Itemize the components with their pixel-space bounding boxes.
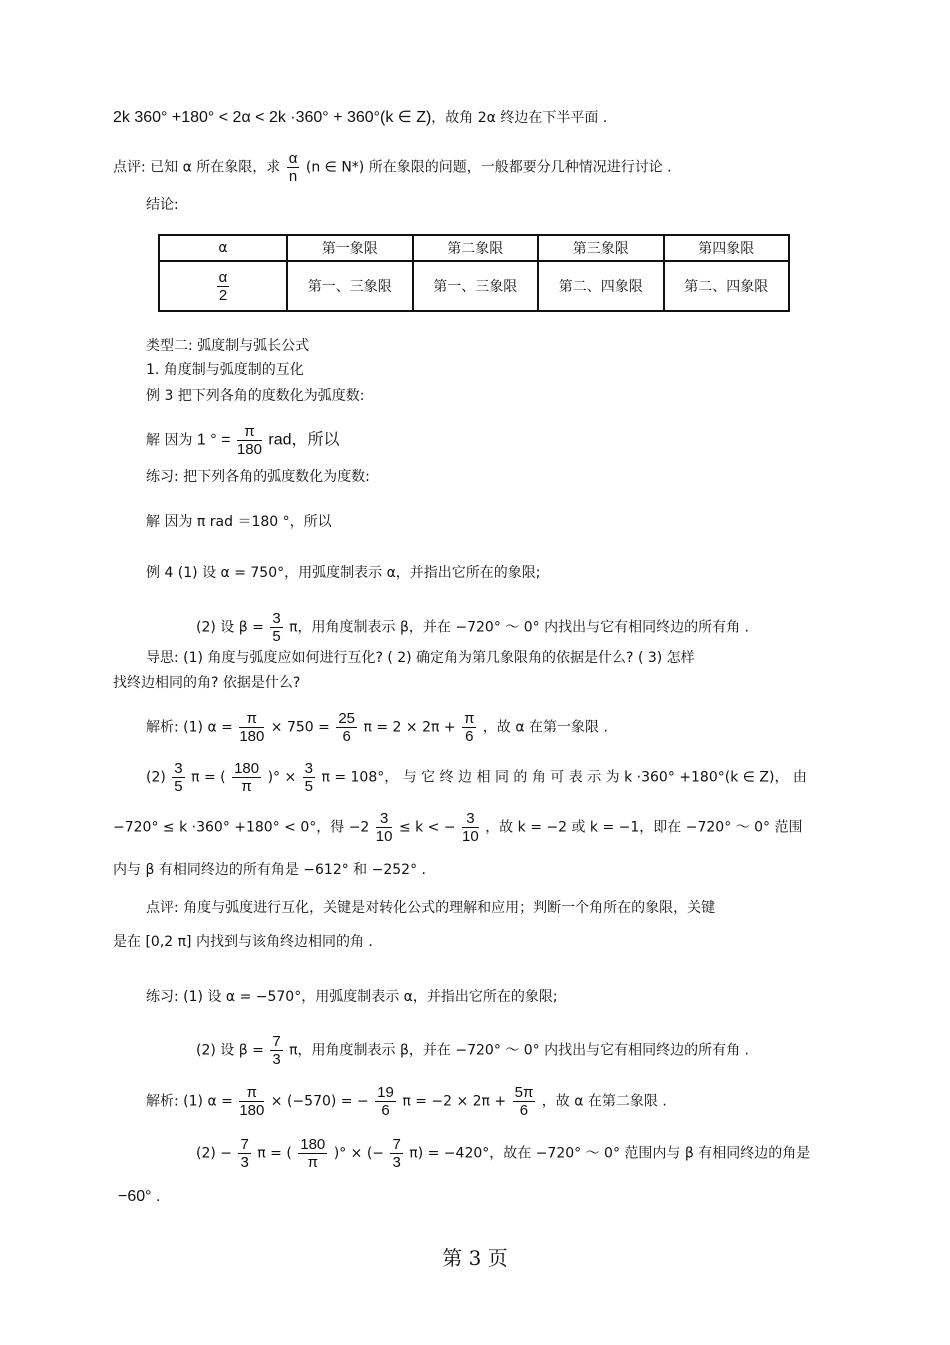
comment-post: (n ∈ N*) 所在象限的问题，一般都要分几种情况进行讨论 . [305,159,672,176]
analysis-7: −60° . [118,1188,161,1205]
inequality-text: ，故角 2α 终边在下半平面 . [431,110,608,126]
comment-2-line-1: 点评: 角度与弧度进行互化，关键是对转化公式的理解和应用；判断一个角所在的象限，关键 [146,900,716,916]
example-3: 例 3 把下列各角的度数化为弧度数: [146,388,365,404]
section-type2: 类型二: 弧度制与弧长公式 [146,338,310,354]
subsection-1: 1. 角度制与弧度制的互化 [146,362,304,378]
fraction-alpha-n: $\frac{\alpha}{n}$ [288,150,298,185]
analysis-5: 解析: (1) α = $\frac{\pi}{180}$ × (−570) = − $\frac{19}{6}$ π = −2 × 2π + $\frac{5\pi}{6}$ ，故 α 在第二象限 . [146,1084,667,1119]
table-header-cell: 第四象限 [664,235,790,261]
analysis-3: −720° ≤ k ·360° +180° < 0°，得 −2 $\frac{3}{10}$ ≤ k < − $\frac{3}{10}$ ，故 k = −2 或 k = −1，即在 −720° ～ 0° 范围 [113,810,803,845]
table-cell: 第二、四象限 [538,261,664,311]
analysis-6: (2) − $\frac{7}{3}$ π = ( $\frac{180}{\pi}$ )° × (− $\frac{7}{3}$ π) = −420°，故在 −720° ～ 0° 范围内与 β 有相同终边的角是 [196,1136,811,1171]
table-header-cell: α [159,235,287,261]
line-inequality [113,108,607,128]
table-header-cell: 第二象限 [413,235,539,261]
comment-2-line-2: 是在 [0,2 π] 内找到与该角终边相同的角 . [113,934,373,950]
conclusion-label: 结论: [146,197,179,213]
analysis-4: 内与 β 有相同终边的所有角是 −612° 和 −252° . [113,862,426,878]
comment-label: 点评: [113,159,146,176]
page-number: 第 3 页 [442,1246,508,1270]
comment-pre: 已知 α 所在象限，求 [150,159,281,176]
table-cell: 第二、四象限 [664,261,790,311]
example-4b: (2) 设 β = $\frac{3}{5}$ π，用角度制表示 β，并在 −720° ～ 0° 内找出与它有相同终边的所有角 . [196,610,749,645]
guide-line-1: 导思: (1) 角度与弧度应如何进行互化? ( 2) 确定角为第几象限角的依据是什么? ( 3) 怎样 [146,650,695,666]
quadrant-table [158,234,790,312]
practice-1: 练习: 把下列各角的弧度数化为度数: [146,469,370,485]
comment-1 [113,150,672,185]
table-cell: 第一、三象限 [287,261,413,311]
example-4a: 例 4 (1) 设 α = 750°，用弧度制表示 α，并指出它所在的象限; [146,565,541,581]
table-cell: 第一、三象限 [413,261,539,311]
inequality-expr: 2k 360° +180° < 2α < 2k ·360° + 360°(k ∈ Z) [113,109,432,126]
solution-1: 解 因为 1 ° = $\frac{\pi}{180}$ rad，所以 [146,423,340,458]
table-header-cell: 第三象限 [538,235,664,261]
solution-2: 解 因为 π rad ＝180 °，所以 [146,514,332,530]
table-header-cell: 第一象限 [287,235,413,261]
analysis-1: 解析: (1) α = $\frac{\pi}{180}$ × 750 = $\frac{25}{6}$ π = 2 × 2π + $\frac{\pi}{6}$ ，故 α 在第一象限 . [146,710,608,745]
practice-2a: 练习: (1) 设 α = −570°，用弧度制表示 α，并指出它所在的象限; [146,989,558,1005]
table-row-label: $\frac{\alpha}{2}$ [159,261,287,311]
analysis-2: (2) $\frac{3}{5}$ π = ( $\frac{180}{\pi}$ )° × $\frac{3}{5}$ π = 108°， 与 它 终 边 相 同 的 角 可 表 示 为 k ·360° +180°(k ∈ Z)， 由 [146,760,807,795]
guide-line-2: 找终边相同的角? 依据是什么? [113,675,301,691]
practice-2b: (2) 设 β = $\frac{7}{3}$ π，用角度制表示 β，并在 −720° ～ 0° 内找出与它有相同终边的所有角 . [196,1033,749,1068]
